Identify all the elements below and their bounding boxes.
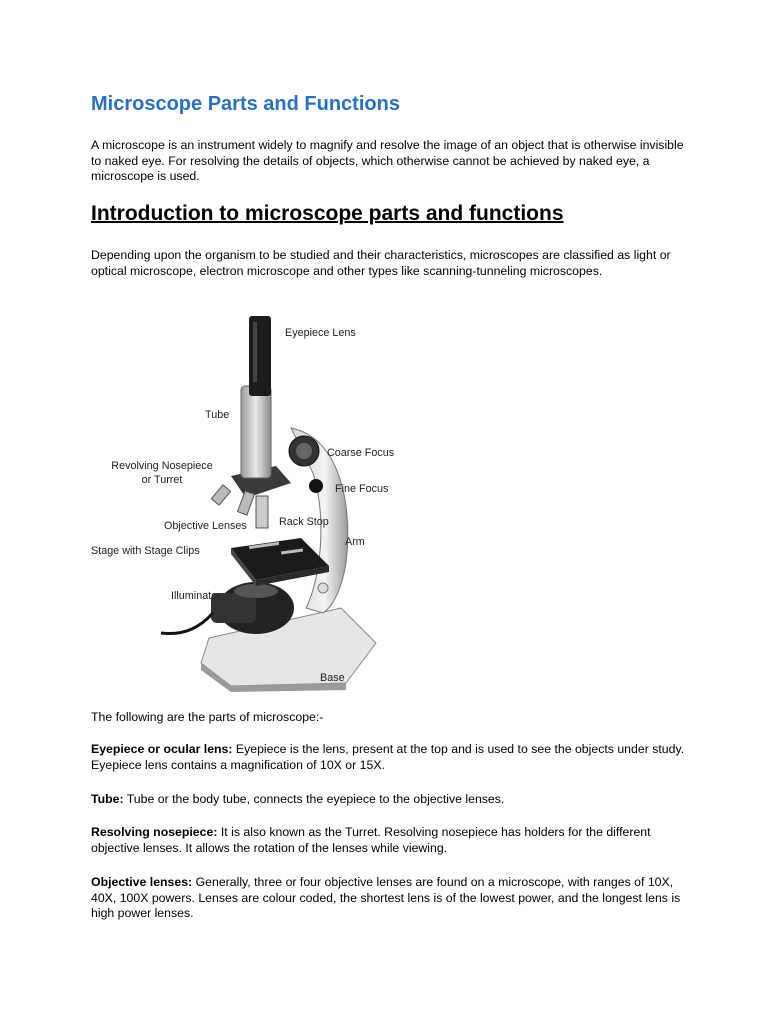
label-illuminator: Illuminator: [171, 590, 221, 602]
part-term: Tube:: [91, 792, 124, 806]
part-desc: Generally, three or four objective lenses are found on a microscope, with ranges of 10X, 40X, 100X powers. Lenses are colour coded, the shortest lens is of the lowest power, and the longest lens is high power lenses.: [91, 875, 681, 921]
part-term: Eyepiece or ocular lens:: [91, 742, 233, 756]
label-coarse-focus: Coarse Focus: [327, 447, 395, 459]
label-revolving-nosepiece: Revolving Nosepiece: [111, 460, 213, 472]
label-eyepiece-lens: Eyepiece Lens: [285, 327, 356, 339]
label-arm: Arm: [345, 536, 365, 548]
label-fine-focus: Fine Focus: [335, 483, 389, 495]
part-objective-lenses: [91, 875, 691, 922]
label-rack-stop: Rack Stop: [279, 516, 329, 528]
part-desc: Eyepiece is the lens, present at the top and is used to see the objects under study. Eyepiece lens contains a magnification of 10X or 15X.: [91, 742, 685, 772]
label-tube: Tube: [205, 409, 230, 421]
label-or-turret: or Turret: [141, 474, 183, 486]
part-eyepiece: [91, 742, 691, 773]
part-term: Objective lenses:: [91, 875, 193, 889]
label-base: Base: [320, 672, 345, 684]
part-term: Resolving nosepiece:: [91, 825, 218, 839]
page-title: Microscope Parts and Functions: [91, 93, 400, 115]
part-tube: [91, 792, 691, 808]
microscope-figure: [91, 308, 511, 693]
part-desc: It is also known as the Turret. Resolving nosepiece has holders for the different objective lenses. It allows the rotation of the lenses while viewing.: [91, 825, 651, 855]
label-stage-with-clips: Stage with Stage Clips: [91, 545, 200, 557]
part-desc: Tube or the body tube, connects the eyepiece to the objective lenses.: [123, 792, 505, 806]
section-heading: Introduction to microscope parts and functions: [91, 202, 564, 225]
section-paragraph: Depending upon the organism to be studied and their characteristics, microscopes are classified as light or optical microscope, electron microscope and other types like scanning-tunneling microscopes.: [91, 248, 671, 278]
parts-intro: The following are the parts of microscope:-: [91, 710, 324, 724]
intro-paragraph: A microscope is an instrument widely to magnify and resolve the image of an object that is otherwise invisible to naked eye. For resolving the details of objects, which otherwise cannot be achieved by naked eye, a microscope is used.: [91, 138, 684, 184]
part-nosepiece: [91, 825, 691, 856]
label-objective-lenses: Objective Lenses: [164, 520, 247, 532]
microscope-illustration: [91, 308, 511, 693]
